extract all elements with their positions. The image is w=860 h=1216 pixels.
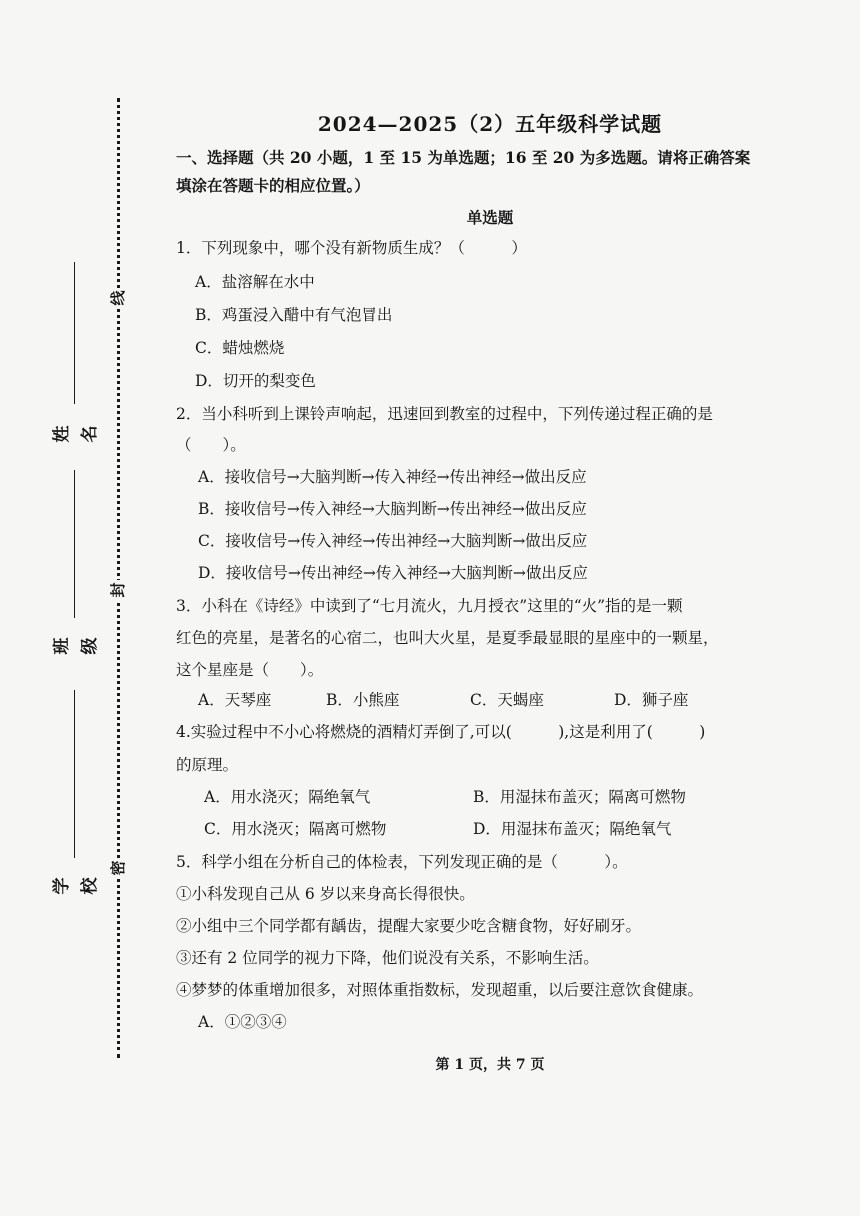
section-heading-line-2: 填涂在答题卡的相应位置。） (176, 176, 370, 195)
class-blank-line (74, 470, 75, 618)
seal-char-seal: 封 (108, 580, 128, 600)
q5-item-3: ③还有 2 位同学的视力下降，他们说没有关系，不影响生活。 (176, 949, 599, 967)
section-heading-line-1: 一、选择题（共 20 小题，1 至 15 为单选题；16 至 20 为多选题。请将正确答案 (176, 148, 751, 167)
q1-stem: 1．下列现象中，哪个没有新物质生成？（ ） (176, 239, 527, 257)
q5-option-a: A．①②③④ (198, 1013, 287, 1031)
school-blank-line (74, 690, 75, 858)
q3-stem-line-1: 3．小科在《诗经》中读到了“七月流火，九月授衣”这里的“火”指的是一颗 (176, 597, 683, 615)
q4-stem-line-2: 的原理。 (176, 756, 239, 774)
q2-option-d: D．接收信号→传出神经→传入神经→大脑判断→做出反应 (198, 564, 588, 582)
q2-stem-line-2: （ ）。 (176, 436, 246, 454)
q3-option-d: D．狮子座 (614, 691, 689, 709)
school-field-label: 学校 (52, 877, 100, 895)
name-field-label: 姓名 (52, 425, 100, 443)
q2-stem-line-1: 2．当小科听到上课铃声响起，迅速回到教室的过程中，下列传递过程正确的是 (176, 405, 713, 423)
single-choice-heading: 单选题 (466, 208, 514, 227)
class-field-label: 班级 (52, 637, 100, 655)
seal-dotted-line (117, 98, 120, 1058)
q2-option-c: C．接收信号→传入神经→传出神经→大脑判断→做出反应 (198, 532, 588, 550)
q4-option-a: A．用水浇灭；隔绝氧气 (204, 788, 371, 806)
q3-stem-line-2: 红色的亮星，是著名的心宿二，也叫大火星，是夏季最显眼的星座中的一颗星， (176, 629, 719, 647)
q2-option-b: B．接收信号→传入神经→大脑判断→传出神经→做出反应 (198, 500, 587, 518)
q3-stem-line-3: 这个星座是（ ）。 (176, 661, 324, 679)
q5-item-4: ④梦梦的体重增加很多，对照体重指数标，发现超重，以后要注意饮食健康。 (176, 981, 704, 999)
q5-item-2: ②小组中三个同学都有龋齿，提醒大家要少吃含糖食物，好好刷牙。 (176, 917, 642, 935)
name-blank-line (74, 262, 75, 404)
q1-option-d: D．切开的梨变色 (195, 372, 316, 390)
seal-char-line: 线 (108, 288, 128, 308)
q1-option-b: B．鸡蛋浸入醋中有气泡冒出 (195, 306, 393, 324)
exam-title: 2024—2025（2）五年级科学试题 (317, 112, 663, 136)
q5-stem: 5．科学小组在分析自己的体检表，下列发现正确的是（ ）。 (176, 853, 628, 871)
q3-option-a: A．天琴座 (198, 691, 272, 709)
q3-option-c: C．天蝎座 (470, 691, 544, 709)
q1-option-c: C．蜡烛燃烧 (195, 339, 285, 357)
q2-option-a: A．接收信号→大脑判断→传入神经→传出神经→做出反应 (198, 468, 587, 486)
q4-stem-line-1: 4.实验过程中不小心将燃烧的酒精灯弄倒了,可以( ),这是利用了( ) (176, 723, 706, 741)
page-footer: 第 1 页，共 7 页 (435, 1057, 545, 1073)
q3-option-b: B．小熊座 (326, 691, 400, 709)
q5-item-1: ①小科发现自己从 6 岁以来身高长得很快。 (176, 885, 475, 903)
seal-char-secret: 密 (108, 858, 128, 878)
q4-option-d: D．用湿抹布盖灭；隔绝氧气 (473, 820, 672, 838)
q4-option-c: C．用水浇灭；隔离可燃物 (204, 820, 387, 838)
q1-option-a: A．盐溶解在水中 (195, 273, 315, 291)
q4-option-b: B．用湿抹布盖灭；隔离可燃物 (473, 788, 686, 806)
